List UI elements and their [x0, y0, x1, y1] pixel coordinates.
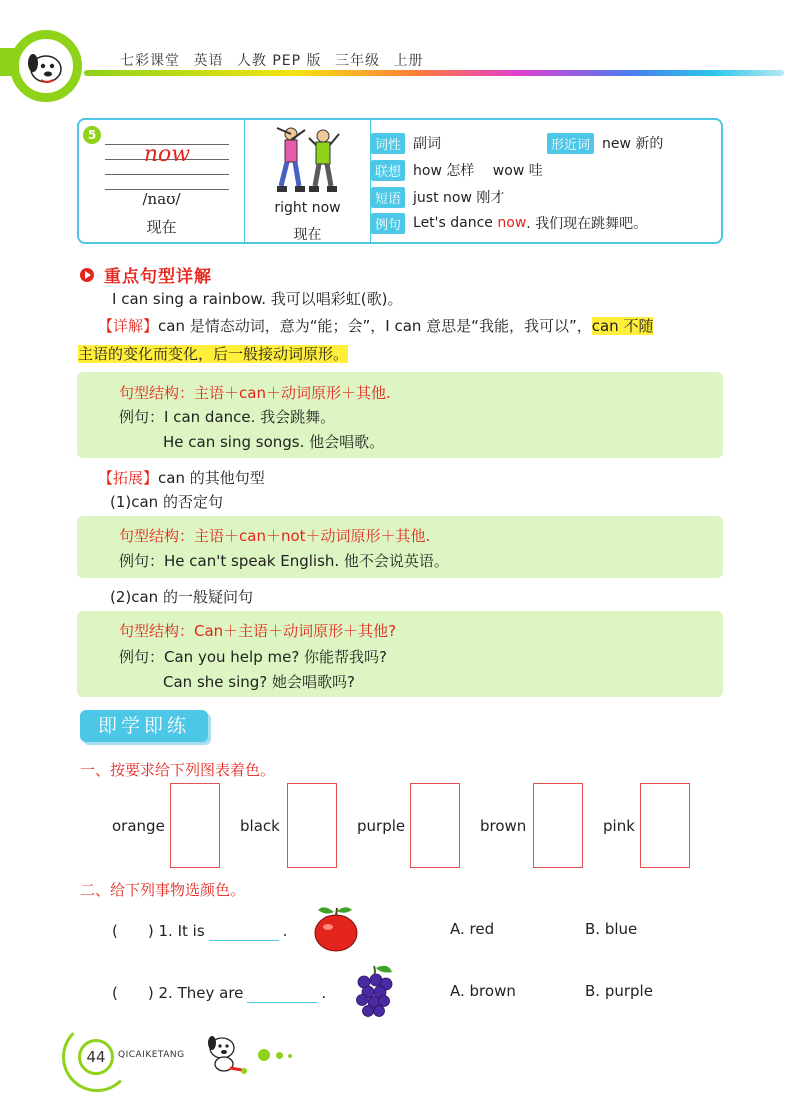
- question-1-title: 一、按要求给下列图表着色。: [80, 761, 276, 779]
- header-volume: 上册: [393, 53, 424, 69]
- similar-text: new 新的: [602, 136, 664, 152]
- footer-brand: QICAIKETANG: [118, 1050, 185, 1060]
- example-highlight: now: [497, 215, 527, 231]
- tag-example: 例句: [371, 213, 405, 234]
- example-pre: Let's dance: [413, 215, 498, 231]
- picture-caption-cn: 现在: [293, 227, 322, 243]
- box3-example-2: Can she sing? 她会唱歌吗?: [163, 673, 355, 691]
- color-word-orange: orange: [112, 817, 165, 835]
- detail-text: can 是情态动词，意为“能；会”，I can 意思是“我能，我可以”，: [158, 317, 592, 335]
- vocab-word-cell: [79, 120, 245, 242]
- color-word-purple: purple: [357, 817, 406, 835]
- box2-example-1: [119, 550, 449, 571]
- box2-example-1-text: He can't speak English. 他不会说英语。: [164, 552, 449, 570]
- expand-text: can 的其他句型: [158, 469, 265, 487]
- vocab-pos-row: [371, 133, 441, 153]
- play-bullet-icon: [80, 268, 94, 282]
- vocab-card: [77, 118, 723, 244]
- vocab-meaning: 现在: [146, 218, 177, 236]
- item-1-option-b: B. blue: [585, 920, 638, 938]
- footer-dog-icon: [200, 1030, 248, 1076]
- tag-pos: 词性: [371, 133, 405, 154]
- example-post: . 我们现在跳舞吧。: [526, 216, 648, 232]
- item-2-option-a: A. brown: [450, 982, 516, 1000]
- pattern-box-question: [77, 611, 723, 697]
- item-1-end: .: [282, 922, 288, 940]
- item-2-end: .: [321, 984, 327, 1002]
- answer-paren-2[interactable]: ( ): [112, 984, 154, 1002]
- box2-example-label: 例句：: [119, 552, 165, 570]
- question-2-item-2: [112, 982, 326, 1003]
- box1-example-2: He can sing songs. 他会唱歌。: [163, 433, 385, 451]
- header-rainbow-line: [84, 70, 784, 76]
- box3-structure: 句型结构：Can＋主语＋动词原形＋其他?: [119, 622, 397, 640]
- vocab-phonetic: /naʊ/: [142, 190, 181, 208]
- box3-example-label: 例句：: [119, 648, 165, 666]
- vocab-assoc-row: [371, 160, 543, 180]
- pos-text: 副词: [413, 136, 442, 152]
- vocab-picture-cell: [245, 120, 371, 242]
- box1-example-1: [119, 406, 335, 427]
- header-grade: 三年级: [335, 53, 380, 69]
- vocab-phrase-row: [371, 187, 504, 207]
- vocab-example-row: [371, 213, 647, 233]
- answer-paren-1[interactable]: ( ): [112, 922, 154, 940]
- color-box-orange[interactable]: [170, 783, 220, 868]
- section-title: 重点句型详解: [104, 267, 212, 287]
- footer-dot-medium: [276, 1052, 283, 1059]
- section-heading: [80, 262, 212, 287]
- box2-structure: 句型结构：主语＋can＋not＋动词原形＋其他.: [119, 527, 431, 545]
- item-1-option-a: A. red: [450, 920, 495, 938]
- color-box-pink[interactable]: [640, 783, 690, 868]
- detail-highlight-2: 主语的变化而变化，后一般接动词原形。: [78, 345, 349, 363]
- color-word-brown: brown: [480, 817, 527, 835]
- question-2-item-1: [112, 920, 287, 941]
- header-subject: 英语: [193, 53, 224, 69]
- page-number: 44: [78, 1039, 114, 1075]
- item-2-option-b: B. purple: [585, 982, 653, 1000]
- grapes-icon: [352, 962, 396, 1020]
- vocab-similar-row: [547, 133, 663, 153]
- vocab-info-cell: [371, 120, 721, 242]
- question-2-title: 二、给下列事物选颜色。: [80, 881, 246, 899]
- box3-example-1-text: Can you help me? 你能帮我吗?: [164, 648, 388, 666]
- item-2-stem: 2. They are: [158, 984, 244, 1002]
- box1-example-label: 例句：: [119, 408, 165, 426]
- color-box-black[interactable]: [287, 783, 337, 868]
- box1-example-1-text: I can dance. 我会跳舞。: [164, 408, 336, 426]
- item-1-stem: 1. It is: [158, 922, 205, 940]
- vocab-number: 5: [83, 126, 101, 144]
- detail-highlight-1: can 不随: [591, 317, 654, 335]
- detail-line-1: [98, 315, 653, 336]
- header-edition: 人教 PEP 版: [236, 53, 322, 69]
- tag-similar: 形近词: [547, 133, 594, 154]
- color-word-pink: pink: [603, 817, 635, 835]
- tag-phrase: 短语: [371, 187, 405, 208]
- header-title: [120, 50, 431, 70]
- footer-dot-small: [288, 1054, 292, 1058]
- phrase-text: just now 刚才: [413, 190, 505, 206]
- picture-caption-en: right now: [274, 200, 341, 216]
- sub-negative: (1)can 的否定句: [110, 493, 223, 511]
- color-box-purple[interactable]: [410, 783, 460, 868]
- apple-icon: [310, 902, 362, 954]
- box3-example-1: [119, 646, 387, 667]
- box1-structure: 句型结构：主语＋can＋动词原形＋其他.: [119, 384, 391, 402]
- assoc-text: how 怎样 wow 哇: [413, 163, 543, 179]
- vocab-word: now: [143, 142, 191, 167]
- footer-dot-large: [258, 1049, 270, 1061]
- dog-mascot-icon: [19, 39, 73, 93]
- sub-question: (2)can 的一般疑问句: [110, 588, 253, 606]
- detail-line-2: [78, 343, 348, 364]
- detail-label: 【详解】: [98, 317, 159, 335]
- tag-assoc: 联想: [371, 160, 405, 181]
- key-sentence: I can sing a rainbow. 我可以唱彩虹(歌)。: [112, 290, 403, 308]
- dancing-kids-icon: [269, 124, 347, 198]
- item-2-blank[interactable]: [247, 987, 317, 1003]
- pattern-box-affirmative: [77, 372, 723, 458]
- pattern-box-negative: [77, 516, 723, 578]
- expand-label: 【拓展】: [98, 469, 159, 487]
- practice-tab: 即学即练: [80, 710, 208, 742]
- color-word-black: black: [240, 817, 280, 835]
- color-box-brown[interactable]: [533, 783, 583, 868]
- item-1-blank[interactable]: [209, 925, 279, 941]
- header-mascot-ring: [10, 30, 82, 102]
- expand-line: [98, 467, 265, 488]
- header-series: 七彩课堂: [120, 53, 180, 69]
